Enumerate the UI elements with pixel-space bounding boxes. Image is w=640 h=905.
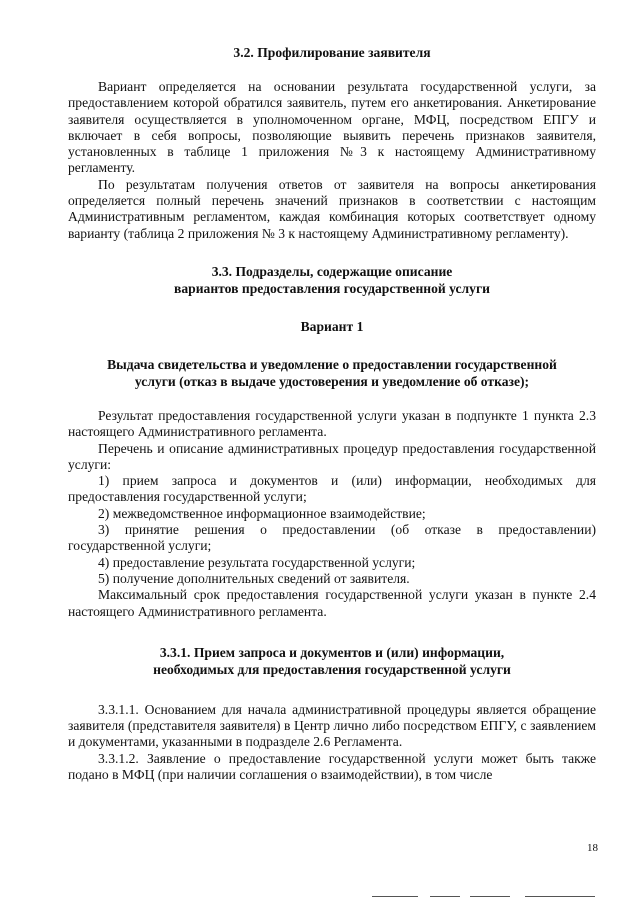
variant-list-item-4: 4) предоставление результата государственной услуги;: [98, 554, 416, 570]
variant-list-item-2: 2) межведомственное информационное взаимодействие;: [98, 505, 426, 521]
variant-title-line-2: услуги (отказ в выдаче удостоверения и уведомление об отказе);: [134, 373, 530, 389]
section-3-2-paragraph-1: Вариант определяется на основании результата государственной услуги, за предоставлением которой обратился заявитель, путем его анкетирования. Анкетирование заявителя осуществляется в уполномоченном органе, МФЦ, посредством ЕПГУ и включает в себя вопросы, позволяющие выявить перечень признаков заявителя, установленных в таблице 1 приложения №3 к настоящему Административному регламенту.: [68, 79, 596, 176]
section-3-2-paragraph-2: По результатам получения ответов от заявителя на вопросы анкетирования определяется полный перечень значений признаков в соответствии с настоящим Административным регламентом, каждая комбинация которых соответствует одному варианту (таблица 2 приложения № 3 к настоящему Административному регламенту).: [68, 176, 596, 241]
section-3-3-heading-line-2: вариантов предоставления государственной услуги: [174, 280, 490, 296]
section-3-3-1-heading-line-2: необходимых для предоставления государственной услуги: [153, 661, 511, 677]
section-3-3-1-heading-line-1: 3.3.1. Прием запроса и документов и (или) информации,: [159, 644, 505, 660]
scan-artifact-line: [430, 896, 460, 897]
section-3-2-heading: 3.2. Профилирование заявителя: [233, 45, 431, 60]
variant-list-item-1: 1) прием запроса и документов и (или) информации, необходимых для предоставления государственной услуги;: [68, 473, 596, 505]
variant-paragraph-1: Результат предоставления государственной услуги указан в подпункте 1 пункта 2.3 настоящего Административного регламента.: [68, 407, 596, 440]
section-3-3-1-paragraph-1: 3.3.1.1. Основанием для начала административной процедуры является обращение заявителя (представителя заявителя) в Центр лично либо посредством ЕПГУ, с заявлением и документами, указанными в подразделе 2.6 Регламента.: [68, 701, 596, 750]
variant-title-line-1: Выдача свидетельства и уведомление о предоставлении государственной: [107, 356, 557, 372]
scan-artifact-line: [525, 896, 595, 897]
scan-artifact-line: [470, 896, 510, 897]
variant-paragraph-2: Перечень и описание административных процедур предоставления государственной услуги:: [68, 440, 596, 472]
page-number: 18: [587, 842, 598, 854]
section-3-3-1-paragraph-2: 3.3.1.2. Заявление о предоставление государственной услуги может быть также подано в МФЦ (при наличии соглашения о взаимодействии), в том числе: [68, 750, 596, 783]
variant-list-item-5: 5) получение дополнительных сведений от заявителя.: [98, 570, 410, 586]
scan-artifact-line: [372, 896, 418, 897]
section-3-3-heading-line-1: 3.3. Подразделы, содержащие описание: [211, 263, 453, 279]
variant-paragraph-max-term: Максимальный срок предоставления государственной услуги указан в пункте 2.4 настоящего Административного регламента.: [68, 587, 596, 619]
variant-heading: Вариант 1: [300, 318, 364, 334]
document-page: [68, 44, 596, 783]
variant-list-item-3: 3) принятие решения о предоставлении (об отказе в предоставлении) государственной услуги;: [68, 522, 596, 554]
